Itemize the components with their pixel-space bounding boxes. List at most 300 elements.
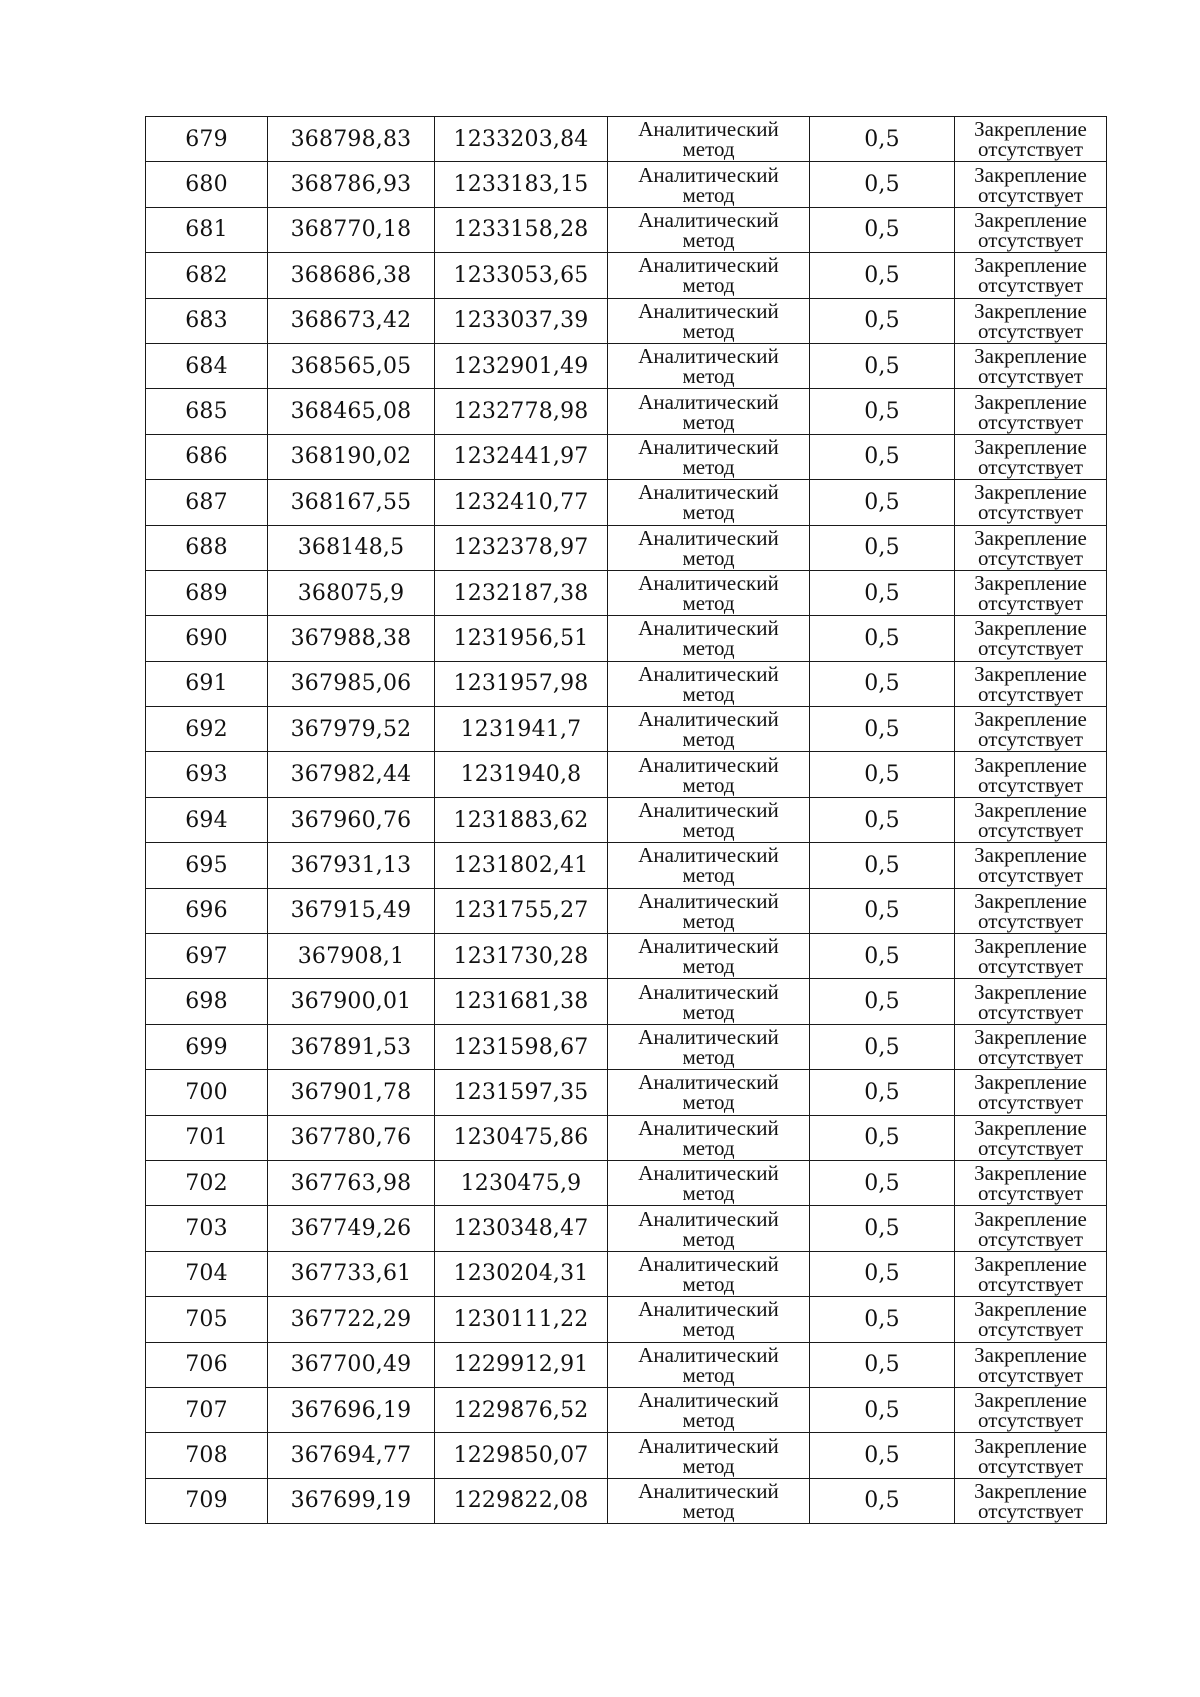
method-line-1: Аналитический [638,1206,779,1231]
x-coordinate-cell: 367901,78 [268,1070,435,1115]
method-line-2: метод [682,1408,735,1433]
x-coordinate-cell: 368798,83 [268,117,435,162]
x-coordinate-cell: 368686,38 [268,253,435,298]
method-line-2: метод [682,500,735,525]
y-coordinate-cell: 1232410,77 [435,480,608,525]
method-cell [608,1115,810,1160]
method-line-2: метод [682,137,735,162]
point-number-cell: 687 [146,480,268,525]
fixation-cell [955,1297,1107,1342]
fixation-cell [955,843,1107,888]
table-row [146,1024,1107,1069]
fixation-cell [955,389,1107,434]
method-line-1: Аналитический [638,843,779,868]
method-line-2: метод [682,1362,735,1387]
method-cell [608,1433,810,1478]
table-row [146,1433,1107,1478]
fixation-cell [955,253,1107,298]
table-row [146,616,1107,661]
precision-cell: 0,5 [810,707,955,752]
point-number-cell: 705 [146,1297,268,1342]
point-number-cell: 692 [146,707,268,752]
fixation-cell [955,979,1107,1024]
y-coordinate-cell: 1231755,27 [435,888,608,933]
precision-cell: 0,5 [810,343,955,388]
fixation-cell [955,661,1107,706]
precision-cell: 0,5 [810,1115,955,1160]
method-line-2: метод [682,1317,735,1342]
point-number-cell: 697 [146,934,268,979]
table-row [146,1115,1107,1160]
fixation-line-1: Закрепление [974,117,1087,142]
method-line-2: метод [682,591,735,616]
fixation-line-2: отсутствует [977,273,1084,298]
fixation-line-2: отсутствует [977,318,1084,343]
method-line-2: метод [682,364,735,389]
method-cell [608,752,810,797]
fixation-line-1: Закрепление [974,298,1087,323]
method-line-1: Аналитический [638,1478,779,1503]
method-line-2: метод [682,545,735,570]
fixation-cell [955,1251,1107,1296]
method-line-1: Аналитический [638,1025,779,1049]
method-line-2: метод [682,1498,735,1523]
method-line-2: метод [682,772,735,797]
precision-cell: 0,5 [810,298,955,343]
fixation-cell [955,525,1107,570]
method-cell [608,117,810,162]
method-cell [608,934,810,979]
x-coordinate-cell: 367982,44 [268,752,435,797]
fixation-line-1: Закрепление [974,1297,1087,1322]
fixation-line-2: отсутствует [977,545,1084,570]
method-line-2: метод [682,182,735,207]
fixation-cell [955,1433,1107,1478]
precision-cell: 0,5 [810,525,955,570]
table-row [146,1160,1107,1205]
point-number-cell: 684 [146,343,268,388]
table-row [146,1206,1107,1251]
method-line-1: Аналитический [638,888,779,913]
x-coordinate-cell: 367931,13 [268,843,435,888]
fixation-cell [955,434,1107,479]
table-row [146,752,1107,797]
y-coordinate-cell: 1232187,38 [435,570,608,615]
method-line-1: Аналитический [638,616,779,641]
table-row [146,525,1107,570]
point-number-cell: 681 [146,207,268,252]
fixation-cell [955,797,1107,842]
fixation-line-1: Закрепление [974,934,1087,959]
x-coordinate-cell: 368148,5 [268,525,435,570]
fixation-cell [955,752,1107,797]
y-coordinate-cell: 1230475,86 [435,1115,608,1160]
table-row [146,117,1107,162]
method-line-1: Аналитический [638,752,779,777]
point-number-cell: 690 [146,616,268,661]
method-line-1: Аналитический [638,798,779,823]
y-coordinate-cell: 1231802,41 [435,843,608,888]
fixation-line-2: отсутствует [977,1498,1084,1523]
method-line-1: Аналитический [638,207,779,232]
precision-cell: 0,5 [810,888,955,933]
fixation-line-2: отсутствует [977,1226,1084,1251]
point-number-cell: 689 [146,570,268,615]
point-number-cell: 680 [146,162,268,207]
fixation-line-1: Закрепление [974,888,1087,913]
table-row [146,843,1107,888]
y-coordinate-cell: 1232901,49 [435,343,608,388]
fixation-line-1: Закрепление [974,798,1087,823]
fixation-line-2: отсутствует [977,908,1084,933]
fixation-line-1: Закрепление [974,525,1087,550]
precision-cell: 0,5 [810,570,955,615]
x-coordinate-cell: 367763,98 [268,1160,435,1205]
fixation-line-2: отсутствует [977,954,1084,979]
fixation-cell [955,117,1107,162]
fixation-line-2: отсутствует [977,1317,1084,1342]
method-line-1: Аналитический [638,979,779,1004]
point-number-cell: 691 [146,661,268,706]
fixation-line-2: отсутствует [977,636,1084,661]
precision-cell: 0,5 [810,1024,955,1069]
fixation-line-2: отсутствует [977,1453,1084,1478]
precision-cell: 0,5 [810,253,955,298]
table-row [146,253,1107,298]
y-coordinate-cell: 1233203,84 [435,117,608,162]
table-row [146,570,1107,615]
y-coordinate-cell: 1231957,98 [435,661,608,706]
y-coordinate-cell: 1233158,28 [435,207,608,252]
table-row [146,434,1107,479]
method-cell [608,298,810,343]
point-number-cell: 699 [146,1024,268,1069]
y-coordinate-cell: 1233183,15 [435,162,608,207]
y-coordinate-cell: 1229822,08 [435,1478,608,1523]
y-coordinate-cell: 1232778,98 [435,389,608,434]
method-cell [608,616,810,661]
fixation-cell [955,1160,1107,1205]
fixation-cell [955,616,1107,661]
method-line-1: Аналитический [638,1161,779,1186]
precision-cell: 0,5 [810,661,955,706]
method-line-2: метод [682,1045,735,1069]
table-row [146,343,1107,388]
method-line-2: метод [682,908,735,933]
coordinates-table [145,116,1107,1524]
method-line-1: Аналитический [638,389,779,414]
x-coordinate-cell: 367694,77 [268,1433,435,1478]
fixation-line-2: отсутствует [977,863,1084,888]
method-cell [608,253,810,298]
fixation-cell [955,343,1107,388]
fixation-line-1: Закрепление [974,1115,1087,1140]
precision-cell: 0,5 [810,1297,955,1342]
precision-cell: 0,5 [810,434,955,479]
precision-cell: 0,5 [810,979,955,1024]
x-coordinate-cell: 368167,55 [268,480,435,525]
fixation-line-2: отсутствует [977,409,1084,434]
fixation-line-2: отсутствует [977,1045,1084,1069]
method-line-2: метод [682,863,735,888]
fixation-line-1: Закрепление [974,1342,1087,1367]
table-row [146,888,1107,933]
y-coordinate-cell: 1230111,22 [435,1297,608,1342]
fixation-line-2: отсутствует [977,227,1084,252]
fixation-line-1: Закрепление [974,344,1087,369]
y-coordinate-cell: 1231597,35 [435,1070,608,1115]
method-line-2: метод [682,273,735,298]
x-coordinate-cell: 367891,53 [268,1024,435,1069]
x-coordinate-cell: 367900,01 [268,979,435,1024]
y-coordinate-cell: 1231940,8 [435,752,608,797]
method-cell [608,888,810,933]
method-line-2: метод [682,1453,735,1478]
x-coordinate-cell: 367700,49 [268,1342,435,1387]
fixation-line-2: отсутствует [977,364,1084,389]
method-line-1: Аналитический [638,571,779,596]
fixation-line-1: Закрепление [974,616,1087,641]
fixation-cell [955,207,1107,252]
method-cell [608,707,810,752]
fixation-line-2: отсутствует [977,182,1084,207]
fixation-line-1: Закрепление [974,752,1087,777]
table-row [146,298,1107,343]
method-cell [608,570,810,615]
fixation-line-1: Закрепление [974,1478,1087,1503]
x-coordinate-cell: 367960,76 [268,797,435,842]
fixation-cell [955,1342,1107,1387]
fixation-cell [955,298,1107,343]
fixation-line-2: отсутствует [977,1362,1084,1387]
precision-cell: 0,5 [810,480,955,525]
point-number-cell: 702 [146,1160,268,1205]
fixation-line-1: Закрепление [974,162,1087,187]
x-coordinate-cell: 367985,06 [268,661,435,706]
fixation-cell [955,162,1107,207]
fixation-line-2: отсутствует [977,1181,1084,1206]
table-row [146,979,1107,1024]
table-row [146,661,1107,706]
fixation-line-1: Закрепление [974,843,1087,868]
table-row [146,1251,1107,1296]
coordinates-table-body [146,117,1107,1524]
method-line-2: метод [682,681,735,706]
x-coordinate-cell: 367699,19 [268,1478,435,1523]
fixation-cell [955,934,1107,979]
method-line-1: Аналитический [638,344,779,369]
point-number-cell: 707 [146,1387,268,1432]
precision-cell: 0,5 [810,616,955,661]
point-number-cell: 685 [146,389,268,434]
method-line-2: метод [682,727,735,752]
y-coordinate-cell: 1231883,62 [435,797,608,842]
point-number-cell: 698 [146,979,268,1024]
table-row [146,207,1107,252]
method-cell [608,525,810,570]
method-cell [608,434,810,479]
method-line-2: метод [682,1135,735,1160]
table-row [146,1387,1107,1432]
method-line-1: Аналитический [638,480,779,505]
precision-cell: 0,5 [810,1206,955,1251]
method-line-2: метод [682,636,735,661]
point-number-cell: 703 [146,1206,268,1251]
method-line-2: метод [682,318,735,343]
fixation-line-1: Закрепление [974,1433,1087,1458]
x-coordinate-cell: 368565,05 [268,343,435,388]
method-cell [608,1024,810,1069]
fixation-line-1: Закрепление [974,1388,1087,1413]
table-row [146,1342,1107,1387]
fixation-line-2: отсутствует [977,818,1084,843]
fixation-line-1: Закрепление [974,661,1087,686]
fixation-line-1: Закрепление [974,1025,1087,1049]
fixation-line-1: Закрепление [974,207,1087,232]
method-line-1: Аналитический [638,1433,779,1458]
fixation-line-2: отсутствует [977,999,1084,1024]
method-line-1: Аналитический [638,1070,779,1095]
y-coordinate-cell: 1230348,47 [435,1206,608,1251]
y-coordinate-cell: 1231598,67 [435,1024,608,1069]
fixation-cell [955,1024,1107,1069]
precision-cell: 0,5 [810,1387,955,1432]
precision-cell: 0,5 [810,389,955,434]
precision-cell: 0,5 [810,117,955,162]
y-coordinate-cell: 1232378,97 [435,525,608,570]
method-cell [608,1387,810,1432]
method-cell [608,1478,810,1523]
table-row [146,1297,1107,1342]
precision-cell: 0,5 [810,934,955,979]
method-line-1: Аналитический [638,1115,779,1140]
table-row [146,162,1107,207]
x-coordinate-cell: 367733,61 [268,1251,435,1296]
y-coordinate-cell: 1231681,38 [435,979,608,1024]
method-line-2: метод [682,409,735,434]
x-coordinate-cell: 368673,42 [268,298,435,343]
fixation-line-1: Закрепление [974,389,1087,414]
table-row [146,389,1107,434]
x-coordinate-cell: 368190,02 [268,434,435,479]
point-number-cell: 696 [146,888,268,933]
x-coordinate-cell: 367979,52 [268,707,435,752]
fixation-line-2: отсутствует [977,500,1084,525]
method-cell [608,162,810,207]
point-number-cell: 708 [146,1433,268,1478]
x-coordinate-cell: 367915,49 [268,888,435,933]
method-line-1: Аналитический [638,525,779,550]
y-coordinate-cell: 1233053,65 [435,253,608,298]
table-row [146,1478,1107,1523]
y-coordinate-cell: 1229850,07 [435,1433,608,1478]
y-coordinate-cell: 1232441,97 [435,434,608,479]
method-cell [608,661,810,706]
fixation-line-2: отсутствует [977,772,1084,797]
method-line-1: Аналитический [638,1342,779,1367]
method-cell [608,1160,810,1205]
precision-cell: 0,5 [810,843,955,888]
fixation-line-1: Закрепление [974,253,1087,278]
x-coordinate-cell: 367988,38 [268,616,435,661]
method-line-1: Аналитический [638,253,779,278]
fixation-line-1: Закрепление [974,1070,1087,1095]
method-line-2: метод [682,1271,735,1296]
method-line-2: метод [682,954,735,979]
x-coordinate-cell: 368465,08 [268,389,435,434]
method-line-2: метод [682,1090,735,1115]
fixation-cell [955,1070,1107,1115]
fixation-line-2: отсутствует [977,727,1084,752]
precision-cell: 0,5 [810,797,955,842]
precision-cell: 0,5 [810,1478,955,1523]
precision-cell: 0,5 [810,162,955,207]
fixation-line-2: отсутствует [977,1135,1084,1160]
point-number-cell: 693 [146,752,268,797]
table-row [146,707,1107,752]
fixation-line-2: отсутствует [977,1408,1084,1433]
x-coordinate-cell: 368786,93 [268,162,435,207]
point-number-cell: 701 [146,1115,268,1160]
x-coordinate-cell: 368075,9 [268,570,435,615]
method-cell [608,1251,810,1296]
fixation-line-2: отсутствует [977,1271,1084,1296]
method-line-1: Аналитический [638,298,779,323]
method-line-1: Аналитический [638,117,779,142]
precision-cell: 0,5 [810,1070,955,1115]
fixation-cell [955,570,1107,615]
method-line-1: Аналитический [638,1297,779,1322]
point-number-cell: 706 [146,1342,268,1387]
fixation-cell [955,888,1107,933]
y-coordinate-cell: 1231941,7 [435,707,608,752]
method-cell [608,207,810,252]
method-line-1: Аналитический [638,434,779,459]
point-number-cell: 686 [146,434,268,479]
method-cell [608,389,810,434]
fixation-line-1: Закрепление [974,1251,1087,1276]
fixation-line-1: Закрепление [974,1161,1087,1186]
table-row [146,934,1107,979]
fixation-line-1: Закрепление [974,571,1087,596]
method-cell [608,797,810,842]
method-cell [608,480,810,525]
method-line-1: Аналитический [638,1388,779,1413]
fixation-line-1: Закрепление [974,480,1087,505]
method-line-2: метод [682,454,735,479]
method-cell [608,343,810,388]
y-coordinate-cell: 1233037,39 [435,298,608,343]
fixation-cell [955,707,1107,752]
x-coordinate-cell: 367696,19 [268,1387,435,1432]
precision-cell: 0,5 [810,752,955,797]
point-number-cell: 679 [146,117,268,162]
point-number-cell: 709 [146,1478,268,1523]
method-cell [608,1297,810,1342]
x-coordinate-cell: 367780,76 [268,1115,435,1160]
fixation-line-2: отсутствует [977,1090,1084,1115]
table-row [146,480,1107,525]
point-number-cell: 683 [146,298,268,343]
method-cell [608,1070,810,1115]
point-number-cell: 682 [146,253,268,298]
table-row [146,797,1107,842]
fixation-cell [955,1115,1107,1160]
precision-cell: 0,5 [810,1433,955,1478]
y-coordinate-cell: 1231956,51 [435,616,608,661]
fixation-line-2: отсутствует [977,681,1084,706]
method-line-1: Аналитический [638,162,779,187]
